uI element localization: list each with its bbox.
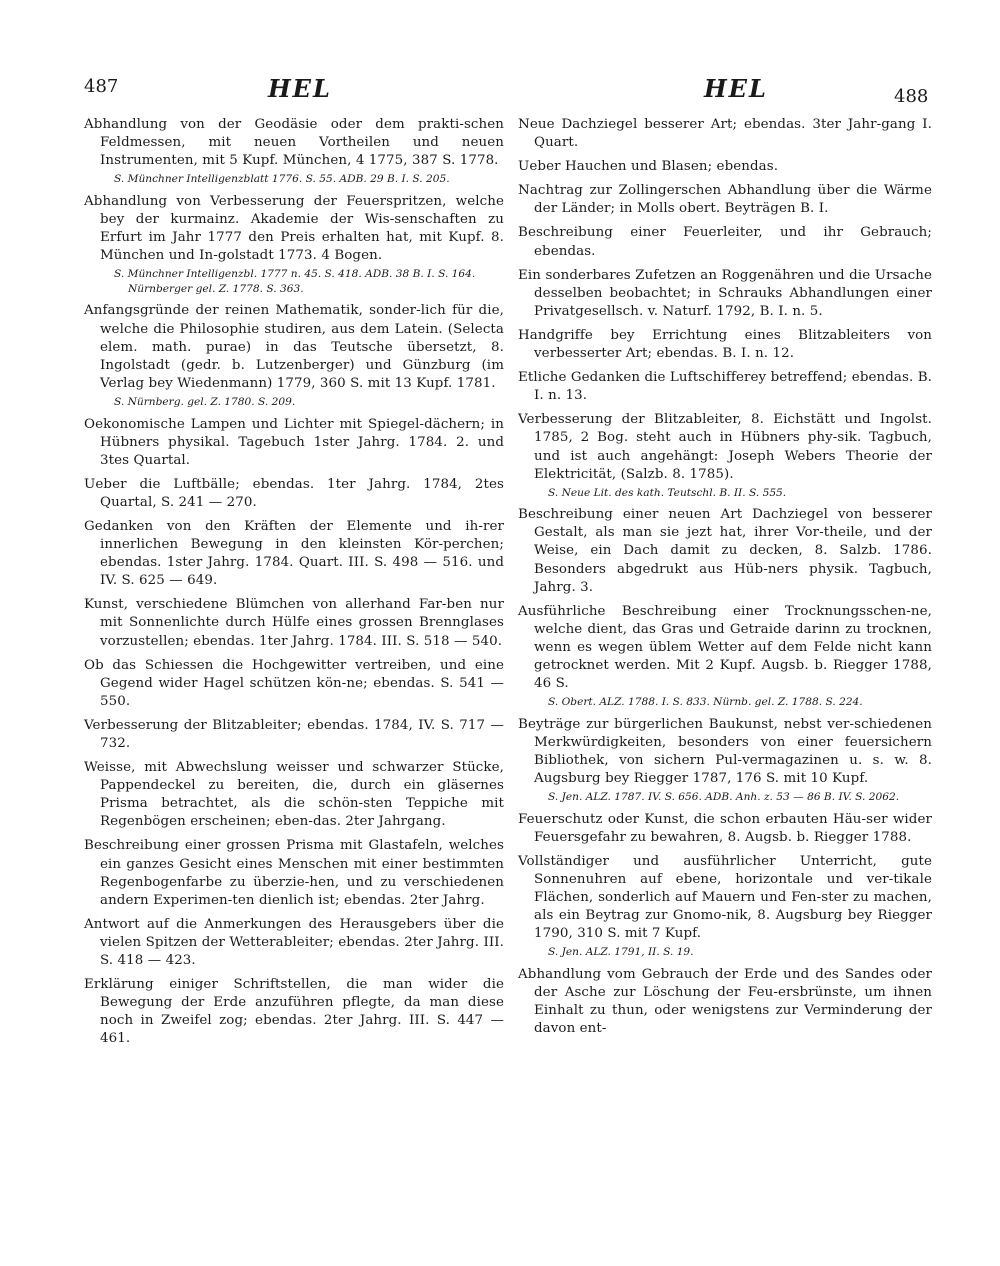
bibliography-entry: Beschreibung einer Feuerleiter, und ihr Gebrauch; ebendas. — [518, 225, 932, 259]
bibliography-entry: Beyträge zur bürgerlichen Baukunst, nebst ver-schiedenen Merkwürdigkeiten, besonders von einer feuersichern Bibliothek, von sichern Pul-vermagazinen u. s. w. 8. Augsburg bey Riegger 1787, 176 S. mit 10 Kupf. — [518, 716, 932, 787]
bibliography-entry: Feuerschutz oder Kunst, die schon erbauten Häu-ser wider Feuersgefahr zu bewahren, 8. Augsb. b. Riegger 1788. — [518, 811, 932, 845]
bibliography-entry: Kunst, verschiedene Blümchen von allerhand Far-ben nur mit Sonnenlichte durch Hülfe eines grossen Brennglases vorzustellen; ebendas. 1ter Jahrg. 1784. III. S. 518 — 540. — [84, 597, 504, 649]
bibliography-reference: S. Nürnberg. gel. Z. 1780. S. 209. — [114, 395, 296, 408]
bibliography-entry: Nachtrag zur Zollingerschen Abhandlung über die Wärme der Länder; in Molls obert. Beyträgen B. I. — [518, 183, 932, 217]
bibliography-entry: Gedanken von den Kräften der Elemente und ih-rer innerlichen Bewegung in den kleinsten Kör-perchen; ebendas. 1ster Jahrg. 1784. Quart. III. S. 498 — 516. und IV. S. 625 — 649. — [84, 518, 504, 589]
bibliography-entry: Oekonomische Lampen und Lichter mit Spiegel-dächern; in Hübners physikal. Tagebuch 1ster Jahrg. 1784. 2. und 3tes Quartal. — [84, 416, 504, 468]
bibliography-entry: Abhandlung von der Geodäsie oder dem prakti-schen Feldmessen, mit neuen Vortheilen und neuen Instrumenten, mit 5 Kupf. München, 4 1775, 387 S. 1778. — [84, 117, 504, 169]
bibliography-reference: S. Obert. ALZ. 1788. I. S. 833. Nürnb. gel. Z. 1788. S. 224. — [548, 696, 863, 709]
right-column — [518, 116, 932, 1044]
bibliography-entry: Beschreibung einer grossen Prisma mit Glastafeln, welches ein ganzes Gesicht eines Menschen mit einer bestimmten Regenbogenfarbe zu überzie-hen, und zu verschiedenen andern Experimen-ten dienlich ist; ebendas. 2ter Jahrg. — [84, 838, 504, 908]
bibliography-reference: S. Jen. ALZ. 1791, II. S. 19. — [548, 946, 694, 959]
bibliography-entry: Abhandlung vom Gebrauch der Erde und des Sandes oder der Asche zur Löschung der Feu-ersbrünste, um ihnen Einhalt zu thun, oder wenigstens zur Verminderung der davon ent- — [518, 967, 932, 1037]
bibliography-entry: Abhandlung von Verbesserung der Feuerspritzen, welche bey der kurmainz. Akademie der Wis-senschaften zu Erfurt im Jahr 1777 den Preis erhalten hat, mit Kupf. 8. München und In-golstadt 1773. 4 Bogen. — [84, 193, 504, 264]
bibliography-entry: Ob das Schiessen die Hochgewitter vertreiben, und eine Gegend wider Hagel schützen kön-ne; ebendas. S. 541 — 550. — [84, 657, 504, 709]
bibliography-entry: Verbesserung der Blitzableiter, 8. Eichstätt und Ingolst. 1785, 2 Bog. steht auch in Hübners phy-sik. Tagbuch, und ist auch angehängt: Joseph Webers Theorie der Elektricität, (Salzb. 8. 1785). — [518, 412, 932, 482]
bibliography-reference: S. Münchner Intelligenzbl. 1777 n. 45. S. 418. ADB. 38 B. I. S. 164. Nürnberger gel. Z. 1778. S. 363. — [114, 268, 476, 295]
running-head-right: HEL — [704, 74, 768, 103]
bibliography-entry: Handgriffe bey Errichtung eines Blitzableiters von verbesserter Art; ebendas. B. I. n. 12. — [518, 327, 932, 362]
bibliography-entry: Neue Dachziegel besserer Art; ebendas. 3ter Jahr-gang I. Quart. — [518, 117, 932, 151]
bibliography-entry: Erklärung einiger Schriftstellen, die man wider die Bewegung der Erde anzuführen pflegte, da man diese noch in Zweifel zog; ebendas. 2ter Jahrg. III. S. 447 — 461. — [84, 977, 504, 1047]
bibliography-entry: Anfangsgründe der reinen Mathematik, sonder-lich für die, welche die Philosophie studiren, aus dem Latein. (Selecta elem. math. purae) in das Teutsche übersetzt, 8. Ingolstadt (gedr. b. Lutzenberger) und Günzburg (im Verlag bey Wiedenmann) 1779, 360 S. mit 13 Kupf. 1781. — [84, 303, 504, 391]
bibliography-entry: Beschreibung einer neuen Art Dachziegel von besserer Gestalt, als man sie jezt hat, ihrer Vor-theile, und der Weise, ein Dach damit zu decken, 8. Salzb. 1786. Besonders abgedrukt aus Hüb-ners physik. Tagbuch, Jahrg. 3. — [518, 507, 932, 595]
left-column — [84, 116, 504, 1055]
bibliography-entry: Ueber die Luftbälle; ebendas. 1ter Jahrg. 1784, 2tes Quartal, S. 241 — 270. — [84, 476, 504, 510]
bibliography-entry: Etliche Gedanken die Luftschifferey betreffend; ebendas. B. I. n. 13. — [518, 370, 932, 404]
bibliography-entry: Antwort auf die Anmerkungen des Herausgebers über die vielen Spitzen der Wetterableiter; ebendas. 2ter Jahrg. III. S. 418 — 423. — [84, 916, 504, 969]
bibliography-entry: Weisse, mit Abwechslung weisser und schwarzer Stücke, Pappendeckel zu bereiten, die, durch ein gläsernes Prisma betrachtet, als die schön-sten Teppiche mit Regenbögen erscheinen; eben-das. 2ter Jahrgang. — [84, 760, 504, 830]
bibliography-entry: Vollständiger und ausführlicher Unterricht, gute Sonnenuhren auf ebene, horizontale und ver-tikale Flächen, sonderlich auf Mauern und Fen-ster zu machen, als ein Beytrag zur Gnomo-nik, 8. Augsburg bey Riegger 1790, 310 S. mit 7 Kupf. — [518, 853, 932, 942]
bibliography-entry: Ausführliche Beschreibung einer Trocknungsschen-ne, welche dient, das Gras und Getraide darinn zu trocknen, wenn es wegen üblem Wetter auf dem Felde nicht kann getrocknet werden. Mit 2 Kupf. Augsb. b. Riegger 1788, 46 S. — [518, 603, 932, 692]
bibliography-reference: S. Neue Lit. des kath. Teutschl. B. II. S. 555. — [548, 486, 787, 499]
bibliography-reference: S. Jen. ALZ. 1787. IV. S. 656. ADB. Anh. z. 53 — 86 B. IV. S. 2062. — [548, 791, 900, 804]
bibliography-entry: Ueber Hauchen und Blasen; ebendas. — [518, 159, 779, 175]
running-head-left: HEL — [268, 74, 332, 103]
page-number-left: 487 — [84, 76, 119, 97]
bibliography-entry: Verbesserung der Blitzableiter; ebendas. 1784, IV. S. 717 — 732. — [84, 717, 504, 751]
bibliography-entry: Ein sonderbares Zufetzen an Roggenähren und die Ursache desselben beobachtet; in Schrauks Abhandlungen einer Privatgesellsch. v. Naturf. 1792, B. I. n. 5. — [518, 267, 932, 319]
page-number-right: 488 — [894, 86, 929, 107]
bibliography-reference: S. Münchner Intelligenzblatt 1776. S. 55. ADB. 29 B. I. S. 205. — [114, 173, 450, 186]
